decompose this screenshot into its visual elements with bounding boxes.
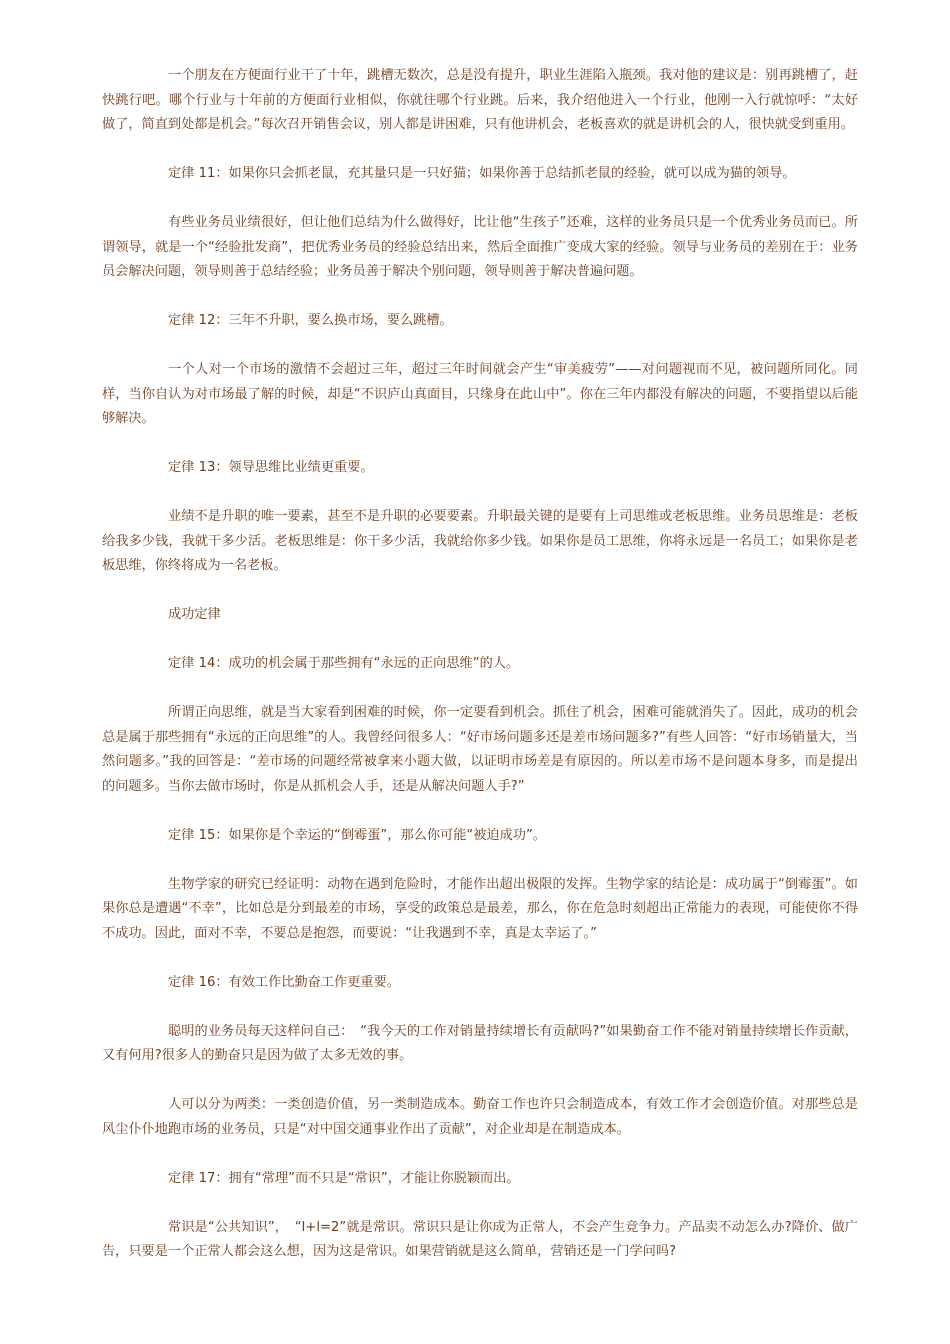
paragraph: 常识是“公共知识”， “l+l=2”就是常识。常识只是让你成为正常人，不会产生竞争力。产品卖不动怎么办?降价、做广告，只要是一个正常人都会这么想，因为这是常识。如果营销就是这么简单，营销还是一门学问吗? [102, 1219, 858, 1259]
law-heading-17: 定律 17：拥有“常理”而不只是“常识”，才能让你脱颖而出。 [168, 1170, 520, 1186]
law-heading-15: 定律 15：如果你是个幸运的“倒霉蛋”，那么你可能“被迫成功”。 [168, 827, 546, 843]
paragraph: 生物学家的研究已经证明：动物在遇到危险时，才能作出超出极限的发挥。生物学家的结论是：成功属于“倒霉蛋”。如果你总是遭遇“不幸”，比如总是分到最差的市场，享受的政策总是最差，那么，你在危急时刻超出正常能力的表现，可能使你不得不成功。因此，面对不幸，不要总是抱怨，而要说：“让我遇到不幸，真是太幸运了。” [102, 876, 858, 941]
law-heading-14: 定律 14：成功的机会属于那些拥有“永远的正向思维”的人。 [168, 656, 520, 671]
paragraph: 一个朋友在方便面行业干了十年，跳槽无数次，总是没有提升，职业生涯陷入瓶颈。我对他的建议是：别再跳槽了，赶快跳行吧。哪个行业与十年前的方便面行业相似，你就往哪个行业跳。后来，我介绍他进入一个行业，他刚一入行就惊呼：“太好做了，简直到处都是机会。”每次召开销售会议，别人都是讲困难，只有他讲机会，老板喜欢的就是讲机会的人，很快就受到重用。 [102, 68, 858, 132]
paragraph: 所谓正向思维，就是当大家看到困难的时候，你一定要看到机会。抓住了机会，困难可能就消失了。因此，成功的机会总是属于那些拥有“永远的正向思维”的人。我曾经问很多人：“好市场问题多还是差市场问题多?”有些人回答：“好市场销量大，当然问题多。”我的回答是：“差市场的问题经常被拿来小题大做，以证明市场差是有原因的。所以差市场不是问题本身多，而是提出的问题多。当你去做市场时，你是从抓机会人手，还是从解决问题人手?” [102, 705, 858, 794]
law-heading-11: 定律 11：如果你只会抓老鼠，充其量只是一只好猫；如果你善于总结抓老鼠的经验，就可以成为猫的领导。 [168, 166, 796, 181]
paragraph: 一个人对一个市场的激情不会超过三年，超过三年时间就会产生“审美疲劳”——对问题视而不见，被问题所同化。同样，当你自认为对市场最了解的时候，却是“不识庐山真面目，只缘身在此山中”。你在三年内都没有解决的问题，不要指望以后能够解决。 [102, 362, 858, 426]
paragraph: 有些业务员业绩很好，但让他们总结为什么做得好，比让他“生孩子”还难，这样的业务员只是一个优秀业务员而已。所谓领导，就是一个“经验批发商”，把优秀业务员的经验总结出来，然后全面推广变成大家的经验。领导与业务员的差别在于：业务员会解决问题，领导则善于总结经验；业务员善于解决个别问题，领导则善于解决普遍问题。 [102, 215, 858, 279]
paragraph: 业绩不是升职的唯一要素，甚至不是升职的必要要素。升职最关键的是要有上司思维或老板思维。业务员思维是：老板给我多少钱，我就干多少活。老板思维是：你干多少活，我就给你多少钱。如果你是员工思维，你将永远是一名员工；如果你是老板思维，你终将成为一名老板。 [102, 509, 858, 573]
paragraph: 聪明的业务员每天这样问自己： “我今天的工作对销量持续增长有贡献吗?”如果勤奋工作不能对销量持续增长作贡献，又有何用?很多人的勤奋只是因为做了太多无效的事。 [102, 1023, 858, 1063]
law-heading-12: 定律 12：三年不升职，要么换市场，要么跳槽。 [168, 313, 453, 328]
document-body [102, 64, 858, 1289]
paragraph: 人可以分为两类：一类创造价值，另一类制造成本。勤奋工作也许只会制造成本，有效工作才会创造价值。对那些总是风尘仆仆地跑市场的业务员，只是“对中国交通事业作出了贡献”，对企业却是在制造成本。 [102, 1097, 858, 1137]
law-heading-16: 定律 16：有效工作比勤奋工作更重要。 [168, 974, 400, 990]
law-heading-13: 定律 13：领导思维比业绩更重要。 [168, 460, 374, 475]
section-heading-success: 成功定律 [168, 607, 221, 622]
